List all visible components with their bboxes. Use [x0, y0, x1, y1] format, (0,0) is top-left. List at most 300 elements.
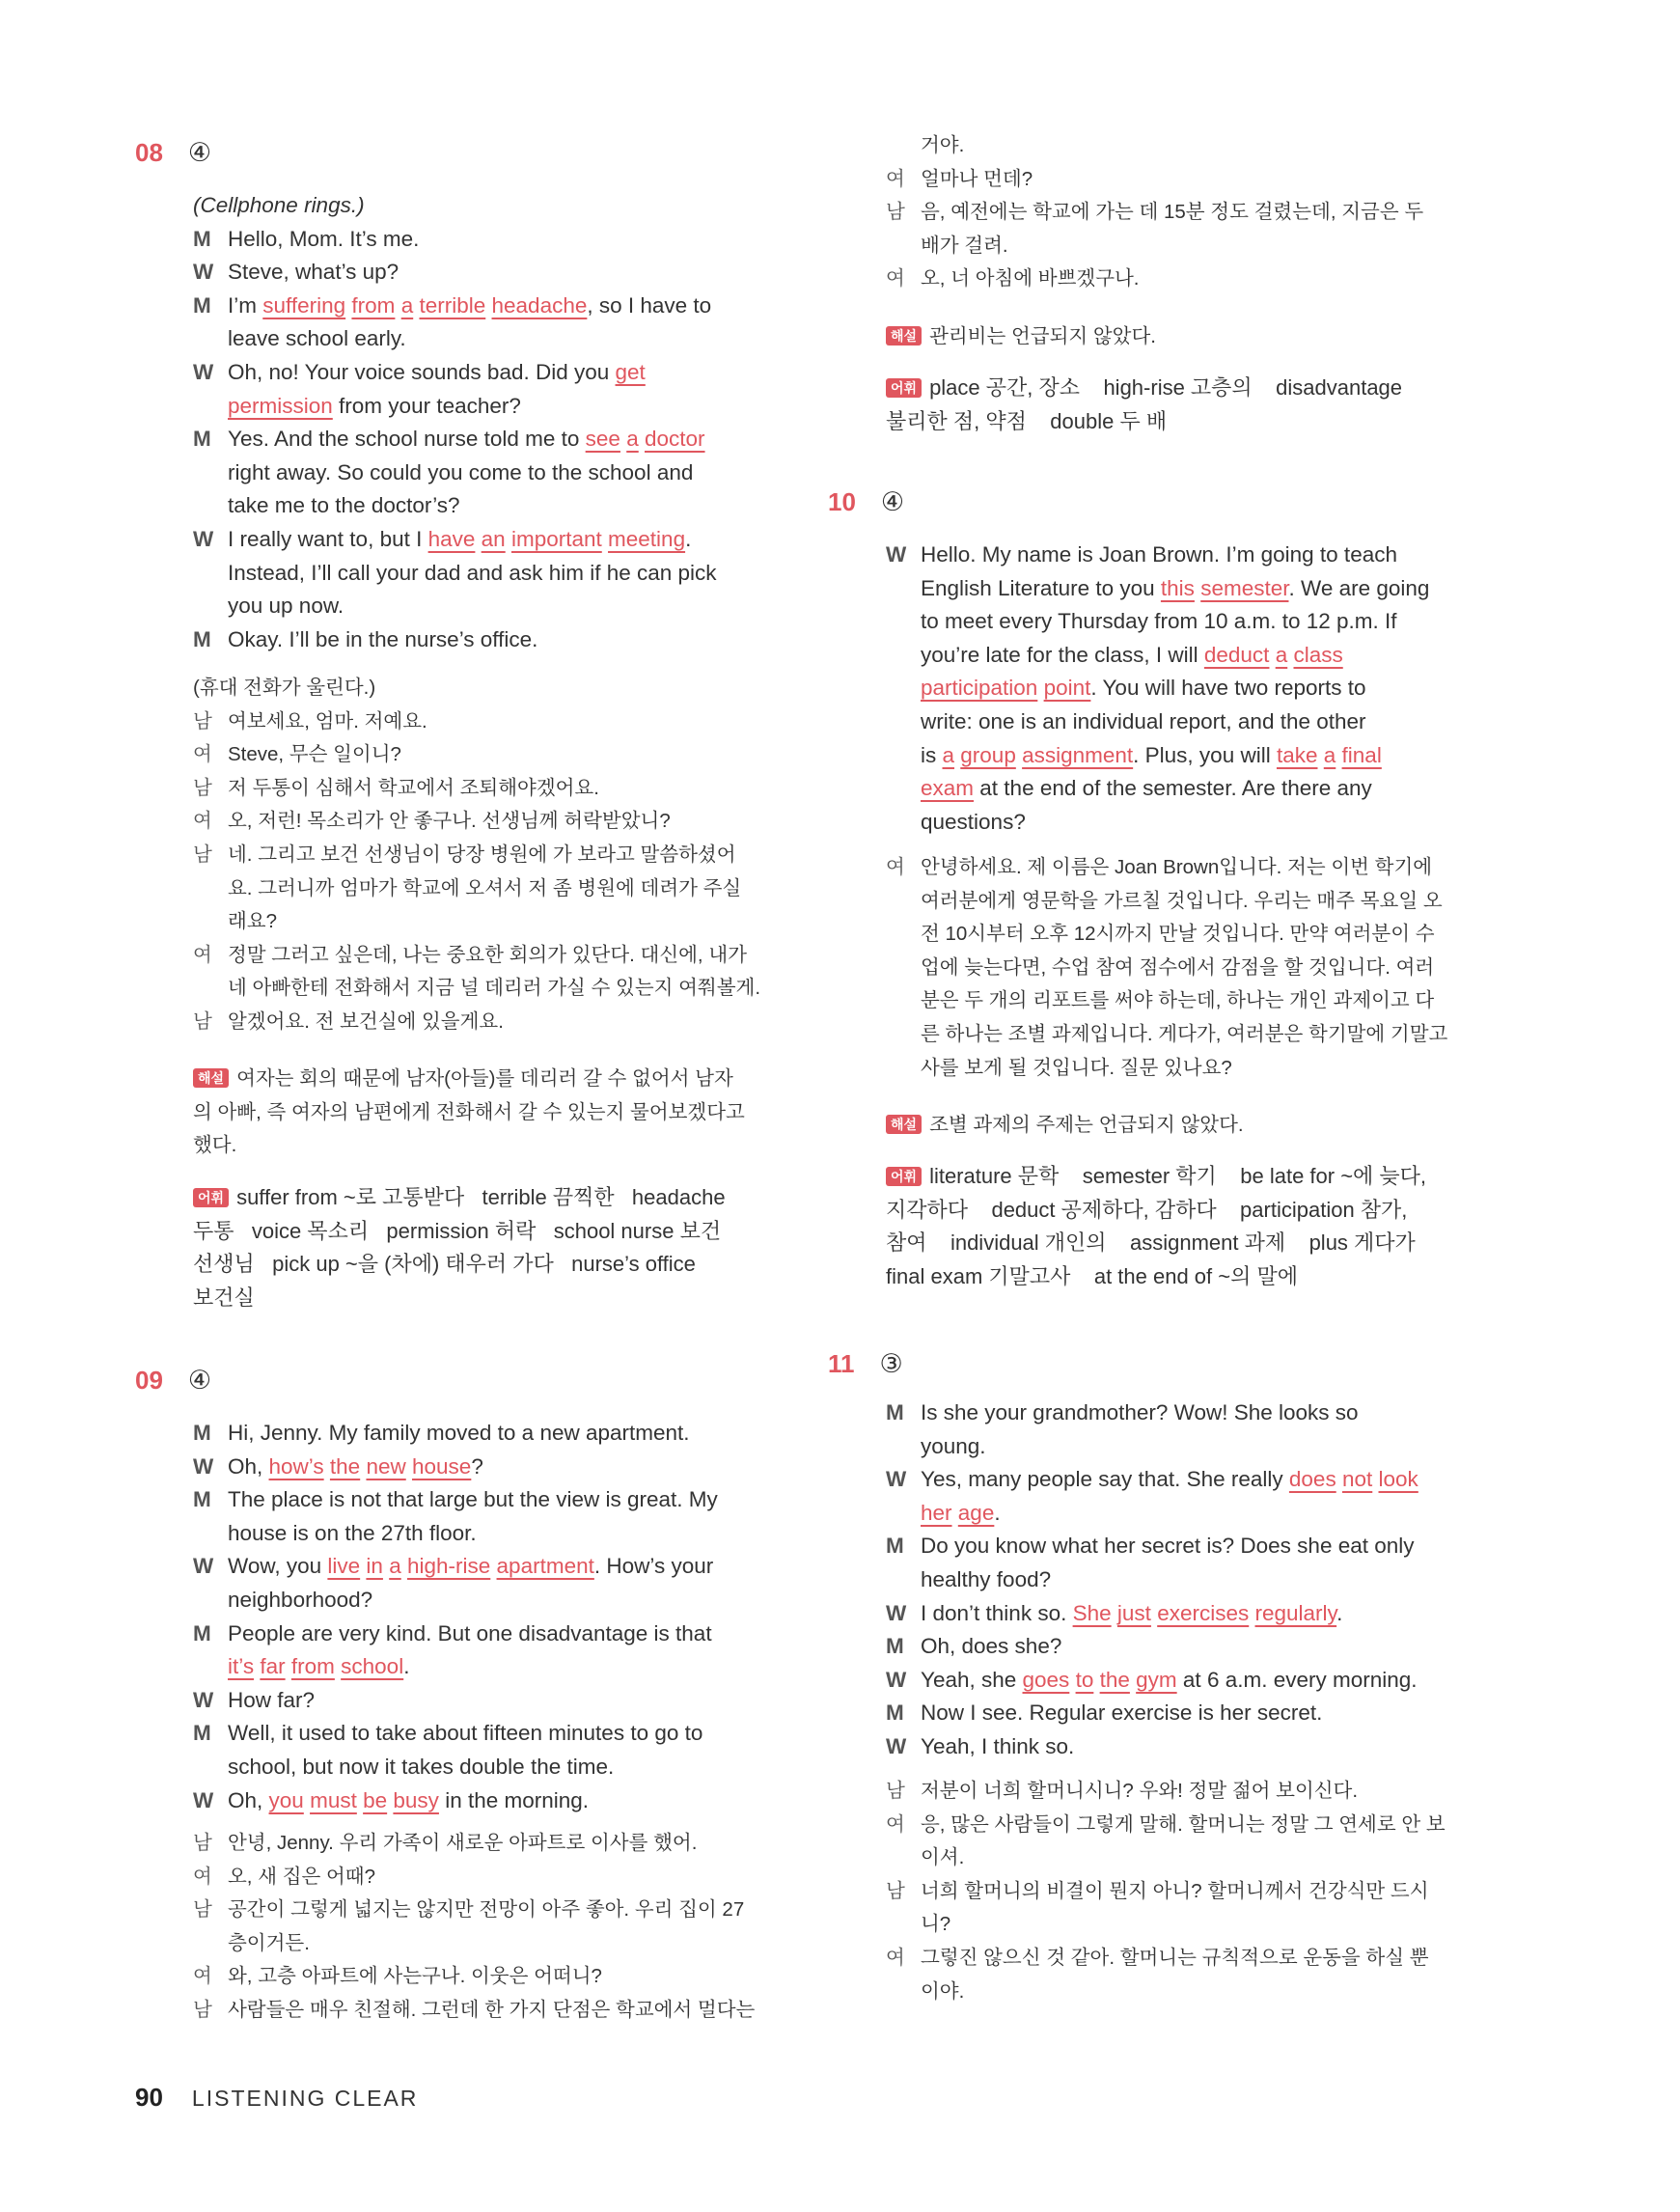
answer-blank: get: [615, 359, 646, 384]
answer-blank: doctor: [645, 427, 705, 452]
answer-blank: assignment: [1022, 742, 1134, 767]
speaker-label: [886, 230, 921, 263]
answer-blank: from: [351, 292, 396, 318]
answer-blank: important: [510, 526, 602, 551]
dialog-line: [886, 163, 1484, 197]
dialog-text: healthy food?: [921, 1566, 1052, 1591]
answer-blank: final: [1341, 742, 1382, 767]
book-title: LISTENING CLEAR: [191, 2086, 419, 2111]
dialog-text: 공간이 그렇게 넓지는 않지만 전망이 아주 좋아. 우리 집이 27: [228, 1898, 745, 1922]
speaker-label: [886, 129, 921, 163]
dialog-text: 안녕, Jenny. 우리 가족이 새로운 아파트로 이사를 했어.: [228, 1832, 698, 1854]
dialog-line: [193, 1417, 791, 1451]
dialog-text: Oh, how’s the new house?: [228, 1453, 483, 1479]
text-line: 불리한 점, 약점 double 두 배: [886, 408, 1168, 433]
dialog-text: English Literature to you this semester. We are going: [921, 575, 1430, 600]
dialog-line: [886, 1463, 1484, 1497]
dialog-line: [193, 1517, 791, 1551]
speaker-label: 여: [886, 856, 905, 878]
speaker-label: [886, 605, 921, 639]
dialog-line: [193, 423, 791, 456]
speaker-label: [886, 952, 921, 985]
answer-blank: exam: [921, 776, 975, 801]
dialog-text: 오, 너 아침에 바쁘겠구나.: [921, 267, 1140, 290]
dialog-line: [886, 1775, 1484, 1809]
dialog-text: Do you know what her secret is? Does she eat only: [921, 1534, 1415, 1559]
dialog-text: (휴대 전화가 울린다.): [193, 677, 376, 699]
explanation: [193, 1063, 791, 1163]
speaker-label: 남: [886, 1780, 905, 1802]
speaker-label: M: [193, 626, 211, 651]
speaker-label: [886, 705, 921, 739]
speaker-label: [886, 806, 921, 840]
dialog-line: [886, 605, 1484, 639]
text-line: 어휘 literature 문학 semester 학기 be late for ~에 늦다,: [886, 1160, 1484, 1194]
speaker-label: [886, 1841, 921, 1875]
dialog-text: Yeah, she goes to the gym at 6 a.m. every morning.: [921, 1667, 1418, 1692]
dialog-text: participation point. You will have two reports to: [921, 676, 1366, 701]
speaker-label: W: [193, 1453, 214, 1479]
dialog-line: [886, 1597, 1484, 1631]
text-line: 했다.: [193, 1134, 237, 1157]
dialog-text: Well, it used to take about fifteen minutes to go to: [228, 1721, 703, 1746]
answer-blank: participation: [921, 676, 1038, 701]
dialog-line: [193, 1861, 791, 1894]
dialog-text: Now I see. Regular exercise is her secret.: [921, 1700, 1323, 1726]
speaker-label: 남: [193, 709, 212, 733]
dialog-line: [886, 1841, 1484, 1875]
dialog-text: 이셔.: [921, 1846, 965, 1869]
speaker-label: W: [193, 1687, 214, 1712]
text-line: 참여 individual 개인의 assignment 과제 plus 게다가: [886, 1230, 1416, 1256]
speaker-label: 여: [193, 1865, 212, 1888]
dialog-text: 사람들은 매우 친절해. 그런데 한 가지 단점은 학교에서 멀다는: [228, 1998, 756, 2021]
speaker-label: 여: [193, 1965, 212, 1988]
answer-blank: age: [957, 1500, 995, 1525]
dialog-text: Yeah, I think so.: [921, 1733, 1075, 1758]
answer-blank: from: [290, 1654, 335, 1679]
dialog-line: [886, 885, 1484, 919]
dialog-text: Oh, no! Your voice sounds bad. Did you get: [228, 359, 646, 384]
question-10-header: [828, 487, 904, 517]
dialog-text: Yes. And the school nurse told me to see a doctor: [228, 427, 705, 452]
speaker-label: M: [193, 1421, 211, 1445]
dialog-text: 오, 새 집은 어때?: [228, 1865, 376, 1888]
dialog-text: 이야.: [921, 1979, 965, 2003]
dialog-line: [193, 839, 791, 872]
dialog-line: [193, 356, 791, 390]
dialog-text: 여보세요, 엄마. 저예요.: [228, 709, 427, 733]
speaker-label: [886, 572, 921, 606]
speaker-label: [193, 322, 228, 356]
answer-blank: see: [585, 427, 620, 452]
answer-blank: not: [1341, 1467, 1373, 1492]
speaker-label: [193, 489, 228, 523]
explanation: [886, 1109, 1484, 1143]
text-line: final exam 기말고사 at the end of ~의 말에: [886, 1263, 1298, 1288]
dialog-line: [193, 672, 791, 705]
dialog-line: [886, 672, 1484, 705]
answer-blank: new: [366, 1453, 406, 1479]
dialog-line: [193, 223, 791, 257]
speaker-label: M: [886, 1700, 904, 1726]
dialog-text: permission from your teacher?: [228, 393, 521, 418]
speaker-label: W: [193, 1787, 214, 1812]
text-line: 보건실: [193, 1285, 255, 1310]
text-line: 어휘 suffer from ~로 고통받다 terrible 끔찍한 headache: [193, 1181, 791, 1215]
dialog-text: 분은 두 개의 리포트를 써야 하는데, 하나는 개인 과제이고 다: [921, 989, 1435, 1012]
answer-blank: this: [1160, 575, 1195, 600]
speaker-label: 여: [193, 943, 212, 966]
answer-blank: group: [960, 742, 1016, 767]
dialog-line: [193, 290, 791, 323]
dialog-line: [193, 322, 791, 356]
dialog-line: [193, 1784, 791, 1818]
speaker-label: [886, 918, 921, 952]
speaker-label: 남: [193, 1832, 212, 1854]
question-11-header: [828, 1349, 903, 1379]
speaker-label: W: [193, 1554, 214, 1579]
answer-blank: have: [427, 526, 476, 551]
text-line: 해설 관리비는 언급되지 않았다.: [886, 320, 1484, 354]
dialog-line: [886, 1942, 1484, 1976]
answer-blank: an: [481, 526, 506, 551]
dialog-line: [193, 1927, 791, 1961]
question-number: 09: [135, 1366, 163, 1395]
speaker-label: [193, 1584, 228, 1618]
dialog-line: [886, 1730, 1484, 1764]
speaker-label: 여: [886, 1946, 905, 1969]
answer-blank: terrible: [419, 292, 486, 318]
dialog-text: you up now.: [228, 594, 344, 619]
dialog-text: Hello. My name is Joan Brown. I’m going to teach: [921, 542, 1397, 567]
dialog-line: [193, 1451, 791, 1484]
dialog-line: [886, 1396, 1484, 1430]
dialog-line: [193, 772, 791, 806]
answer-blank: apartment: [496, 1554, 594, 1579]
dialog-text: 저 두통이 심해서 학교에서 조퇴해야겠어요.: [228, 776, 599, 799]
dialog-text: 요. 그러니까 엄마가 학교에 오셔서 저 좀 병원에 데려가 주실: [228, 876, 742, 899]
answer-blank: you: [268, 1787, 304, 1812]
dialog-text: 업에 늦는다면, 수업 참여 점수에서 감점을 할 것입니다. 여러: [921, 955, 1435, 979]
speaker-label: 남: [193, 776, 212, 799]
answer-blank: class: [1293, 642, 1343, 667]
dialog-english: [886, 539, 1484, 839]
dialog-line: [886, 263, 1484, 296]
dialog-text: Oh, does she?: [921, 1634, 1062, 1659]
answer-blank: a: [400, 292, 414, 318]
speaker-label: 여: [193, 743, 212, 766]
dialog-line: [193, 805, 791, 839]
page-footer: [135, 2083, 418, 2113]
dialog-text: Yes, many people say that. She really does not look: [921, 1467, 1418, 1492]
section-badge: 어휘: [886, 1167, 922, 1186]
dialog-text: 래요?: [228, 910, 278, 933]
speaker-label: [886, 1052, 921, 1086]
dialog-text: Is she your grandmother? Wow! She looks so: [921, 1400, 1359, 1424]
dialog-line: [886, 639, 1484, 673]
dialog-line: [886, 539, 1484, 572]
vocabulary: [886, 372, 1484, 438]
speaker-label: M: [193, 292, 211, 318]
section-badge: 어휘: [886, 378, 922, 398]
dialog-text: 안녕하세요. 제 이름은 Joan Brown입니다. 저는 이번 학기에: [921, 856, 1433, 878]
speaker-label: [193, 872, 228, 906]
speaker-label: W: [886, 1600, 907, 1625]
dialog-korean: [193, 672, 791, 1039]
dialog-text: house is on the 27th floor.: [228, 1520, 477, 1545]
speaker-label: [886, 772, 921, 806]
text-line: 의 아빠, 즉 여자의 남편에게 전화해서 갈 수 있는지 물어보겠다고: [193, 1100, 745, 1123]
question-09-header: [135, 1366, 211, 1396]
speaker-label: W: [886, 1733, 907, 1758]
dialog-line: [886, 1809, 1484, 1842]
dialog-english: [193, 1417, 791, 1817]
dialog-text: 응, 많은 사람들이 그렇게 말해. 할머니는 정말 그 연세로 안 보: [921, 1812, 1446, 1836]
dialog-line: [886, 705, 1484, 739]
dialog-text: I don’t think so. She just exercises regularly.: [921, 1600, 1343, 1625]
speaker-label: [886, 885, 921, 919]
answer-blank: a: [942, 742, 955, 767]
speaker-label: 여: [193, 810, 212, 833]
dialog-text: write: one is an individual report, and the other: [921, 708, 1366, 733]
answer-blank: suffering: [262, 292, 346, 318]
answer-blank: She: [1072, 1600, 1112, 1625]
answer-blank: meeting: [608, 526, 686, 551]
speaker-label: [193, 1927, 228, 1961]
dialog-text: 그렇진 않으신 것 같아. 할머니는 규칙적으로 운동을 하실 뿐: [921, 1946, 1429, 1969]
dialog-text: exam at the end of the semester. Are there any: [921, 776, 1372, 801]
text-line: 선생님 pick up ~을 (차에) 태우러 가다 nurse’s office: [193, 1252, 696, 1277]
answer-blank: live: [327, 1554, 361, 1579]
dialog-line: [193, 623, 791, 657]
dialog-text: Steve, what’s up?: [228, 260, 399, 285]
dialog-text: neighborhood?: [228, 1587, 373, 1612]
dialog-korean: [886, 851, 1484, 1085]
dialog-line: [886, 572, 1484, 606]
speaker-label: W: [193, 260, 214, 285]
answer-mark: ④: [880, 487, 905, 517]
dialog-text: her age.: [921, 1500, 1001, 1525]
answer-mark: ④: [187, 138, 212, 168]
dialog-line: [886, 806, 1484, 840]
speaker-label: M: [193, 1721, 211, 1746]
dialog-line: [193, 1717, 791, 1751]
answer-blank: busy: [393, 1787, 439, 1812]
dialog-text: it’s far from school.: [228, 1654, 410, 1679]
dialog-text: Hello, Mom. It’s me.: [228, 226, 420, 251]
dialog-line: [193, 705, 791, 739]
dialog-line: [193, 738, 791, 772]
dialog-text: 른 하나는 조별 과제입니다. 게다가, 여러분은 학기말에 기말고: [921, 1022, 1448, 1045]
dialog-line: [193, 872, 791, 906]
dialog-line: [193, 905, 791, 939]
answer-blank: a: [1323, 742, 1336, 767]
speaker-label: M: [193, 226, 211, 251]
text-line: 지각하다 deduct 공제하다, 감하다 participation 참가,: [886, 1197, 1408, 1222]
answer-blank: in: [366, 1554, 383, 1579]
speaker-label: [193, 905, 228, 939]
dialog-text: 저분이 너희 할머니시니? 우와! 정말 젊어 보이신다.: [921, 1780, 1359, 1802]
speaker-label: [886, 1976, 921, 2009]
section-badge: 해설: [886, 1115, 922, 1134]
answer-blank: it’s: [228, 1654, 255, 1679]
vocabulary: [886, 1160, 1484, 1293]
answer-blank: the: [329, 1453, 361, 1479]
dialog-text: Okay. I’ll be in the nurse’s office.: [228, 626, 538, 651]
dialog-text: is a group assignment. Plus, you will take a final: [921, 742, 1382, 767]
speaker-label: [886, 639, 921, 673]
answer-mark: ③: [879, 1349, 903, 1379]
dialog-line: [886, 1052, 1484, 1086]
dialog-text: to meet every Thursday from 10 a.m. to 12 p.m. If: [921, 609, 1397, 634]
speaker-label: W: [886, 1467, 907, 1492]
answer-blank: school: [341, 1654, 404, 1679]
speaker-label: [886, 1018, 921, 1052]
dialog-line: [193, 489, 791, 523]
dialog-line: [886, 1563, 1484, 1597]
answer-blank: gym: [1136, 1667, 1177, 1692]
dialog-text: (Cellphone rings.): [193, 193, 365, 217]
speaker-label: M: [886, 1534, 904, 1559]
answer-blank: be: [363, 1787, 388, 1812]
speaker-label: [886, 1497, 921, 1531]
answer-blank: just: [1116, 1600, 1151, 1625]
dialog-line: [886, 1875, 1484, 1909]
dialog-text: I really want to, but I have an important meeting.: [228, 526, 692, 551]
answer-blank: point: [1043, 676, 1091, 701]
answer-blank: semester: [1200, 575, 1289, 600]
question-number: 08: [135, 138, 163, 167]
dialog-line: [193, 189, 791, 223]
answer-blank: to: [1075, 1667, 1094, 1692]
dialog-text: 음, 예전에는 학교에 가는 데 15분 정도 걸렸는데, 지금은 두: [921, 201, 1424, 224]
dialog-line: [886, 1497, 1484, 1531]
dialog-text: 와, 고층 아파트에 사는구나. 이웃은 어떠니?: [228, 1965, 602, 1988]
dialog-line: [886, 196, 1484, 230]
dialog-text: 얼마나 먼데?: [921, 167, 1033, 190]
dialog-line: [886, 952, 1484, 985]
speaker-label: 남: [193, 1009, 212, 1033]
answer-blank: her: [921, 1500, 952, 1525]
dialog-line: [193, 557, 791, 591]
dialog-text: 알겠어요. 전 보건실에 있을게요.: [228, 1009, 504, 1033]
dialog-text: How far?: [228, 1687, 316, 1712]
speaker-label: [886, 739, 921, 773]
dialog-english: [193, 189, 791, 656]
dialog-line: [886, 230, 1484, 263]
answer-blank: the: [1099, 1667, 1130, 1692]
dialog-text: Wow, you live in a high-rise apartment. How’s your: [228, 1554, 714, 1579]
dialog-line: [193, 1894, 791, 1927]
speaker-label: [886, 1430, 921, 1464]
dialog-line: [193, 523, 791, 557]
dialog-line: [886, 851, 1484, 885]
answer-blank: take: [1276, 742, 1318, 767]
answer-blank: regularly: [1254, 1600, 1337, 1625]
answer-blank: a: [626, 427, 639, 452]
dialog-line: [886, 918, 1484, 952]
dialog-line: [886, 772, 1484, 806]
dialog-line: [886, 984, 1484, 1018]
speaker-label: M: [886, 1634, 904, 1659]
answer-blank: must: [310, 1787, 357, 1812]
dialog-line: [193, 256, 791, 290]
section-badge: 어휘: [193, 1188, 229, 1207]
dialog-line: [886, 1976, 1484, 2009]
dialog-line: [193, 390, 791, 424]
answer-blank: high-rise: [406, 1554, 491, 1579]
dialog-text: Oh, you must be busy in the morning.: [228, 1787, 590, 1812]
dialog-line: [193, 972, 791, 1006]
dialog-line: [886, 129, 1484, 163]
answer-blank: how’s: [268, 1453, 324, 1479]
dialog-line: [193, 1994, 791, 2028]
section-badge: 해설: [193, 1068, 229, 1088]
dialog-text: young.: [921, 1433, 986, 1458]
dialog-line: [193, 1618, 791, 1651]
answer-blank: exercises: [1157, 1600, 1250, 1625]
speaker-label: W: [886, 542, 907, 567]
question-number: 11: [828, 1349, 855, 1378]
dialog-text: 네. 그리고 보건 선생님이 당장 병원에 가 보라고 말씀하셨어: [228, 843, 736, 866]
dialog-text: 정말 그러고 싶은데, 나는 중요한 회의가 있단다. 대신에, 내가: [228, 943, 747, 966]
dialog-line: [886, 1664, 1484, 1698]
speaker-label: 남: [193, 1998, 212, 2021]
speaker-label: [193, 390, 228, 424]
speaker-label: [193, 456, 228, 490]
dialog-text: 사를 보게 될 것입니다. 질문 있나요?: [921, 1056, 1232, 1079]
dialog-line: [193, 1584, 791, 1618]
speaker-label: [886, 1563, 921, 1597]
speaker-label: 남: [886, 201, 905, 224]
section-badge: 해설: [886, 326, 922, 346]
dialog-line: [193, 939, 791, 973]
dialog-line: [193, 1483, 791, 1517]
question-08-header: [135, 138, 211, 168]
answer-blank: headache: [491, 292, 588, 318]
dialog-korean: [886, 1775, 1484, 2008]
dialog-text: 니?: [921, 1913, 951, 1936]
dialog-line: [193, 1827, 791, 1861]
speaker-label: [193, 1650, 228, 1684]
dialog-korean-continued: [886, 129, 1484, 296]
dialog-text: 층이거든.: [228, 1931, 310, 1954]
dialog-text: The place is not that large but the view is great. My: [228, 1487, 718, 1512]
speaker-label: [193, 1751, 228, 1784]
dialog-text: leave school early.: [228, 326, 406, 351]
speaker-label: 남: [193, 1898, 212, 1922]
dialog-english: [886, 1396, 1484, 1764]
speaker-label: 여: [886, 267, 905, 290]
speaker-label: [193, 1517, 228, 1551]
dialog-line: [886, 1430, 1484, 1464]
speaker-label: M: [193, 427, 211, 452]
dialog-text: Hi, Jenny. My family moved to a new apartment.: [228, 1421, 690, 1445]
dialog-line: [193, 1751, 791, 1784]
speaker-label: M: [193, 1487, 211, 1512]
speaker-label: M: [193, 1620, 211, 1645]
speaker-label: 여: [886, 167, 905, 190]
speaker-label: [193, 557, 228, 591]
text-line: 해설 조별 과제의 주제는 언급되지 않았다.: [886, 1109, 1484, 1143]
speaker-label: W: [886, 1667, 907, 1692]
dialog-line: [886, 1018, 1484, 1052]
speaker-label: 남: [193, 843, 212, 866]
dialog-text: 여러분에게 영문학을 가르칠 것입니다. 우리는 매주 목요일 오: [921, 889, 1443, 912]
answer-blank: house: [412, 1453, 472, 1479]
speaker-label: [886, 1908, 921, 1942]
